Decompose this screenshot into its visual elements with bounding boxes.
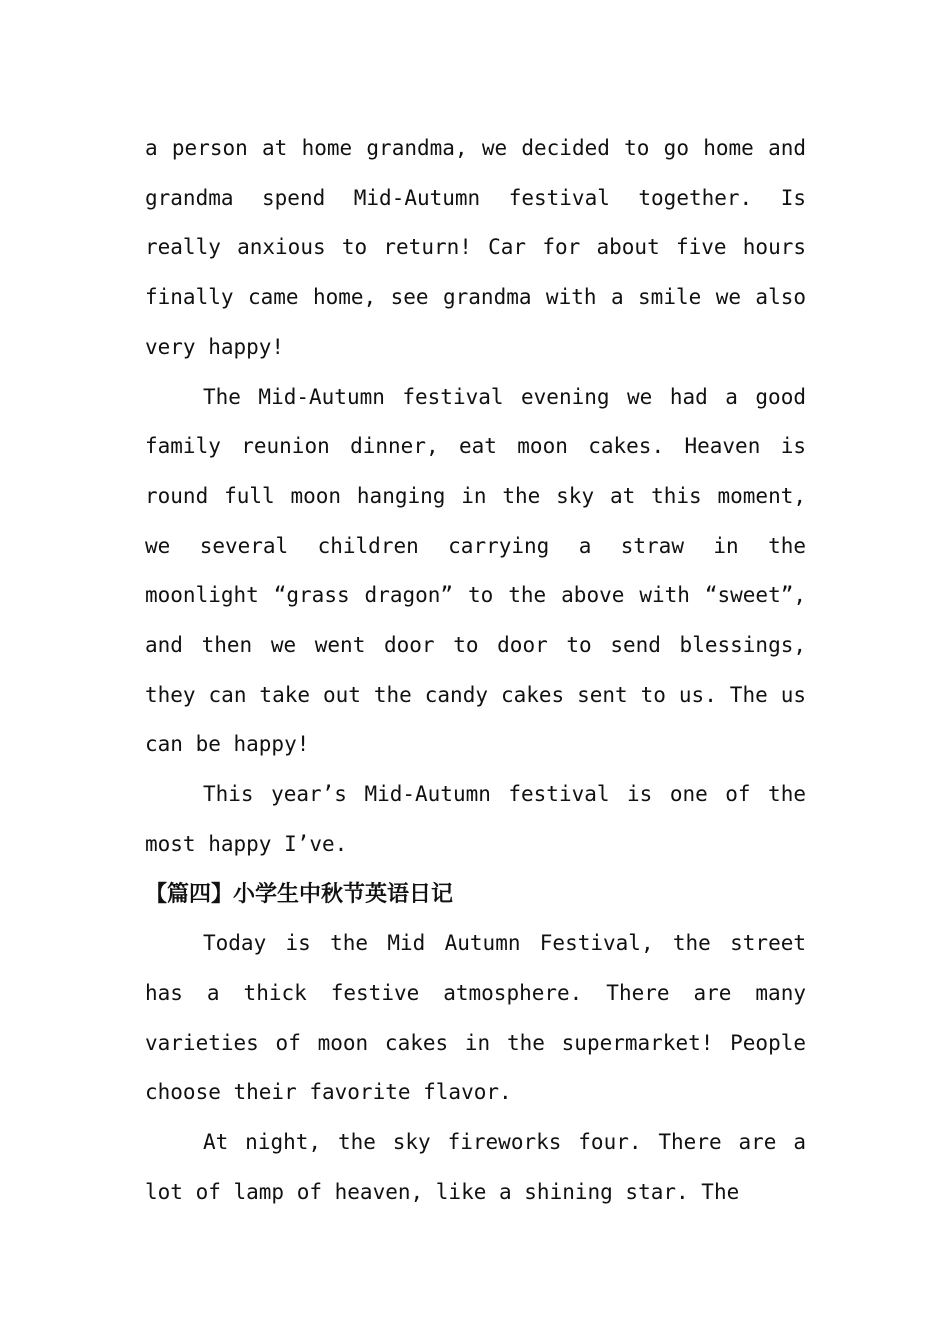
paragraph-2: The Mid-Autumn festival evening we had a good family reunion dinner, eat moon cakes. Heaven is round full moon hanging in the sky at this moment, we several children carrying a straw in the moonlight “grass dragon” to the above with “sweet”, and then we went door to door to send blessings, they can take out the candy cakes sent to us. The us can be happy! bbox=[145, 384, 806, 757]
document-body bbox=[145, 124, 806, 1217]
paragraph-5: At night, the sky fireworks four. There are a lot of lamp of heaven, like a shining star. The bbox=[145, 1130, 806, 1204]
paragraph-3: This year’s Mid-Autumn festival is one of the most happy I’ve. bbox=[145, 782, 806, 856]
section-heading: 【篇四】小学生中秋节英语日记 bbox=[145, 880, 454, 907]
paragraph-1: a person at home grandma, we decided to go home and grandma spend Mid-Autumn festival together. Is really anxious to return! Car for about five hours finally came home, see grandma with a smile we also very happy! bbox=[145, 136, 806, 359]
paragraph-4: Today is the Mid Autumn Festival, the street has a thick festive atmosphere. There are many varieties of moon cakes in the supermarket! People choose their favorite flavor. bbox=[145, 931, 806, 1105]
